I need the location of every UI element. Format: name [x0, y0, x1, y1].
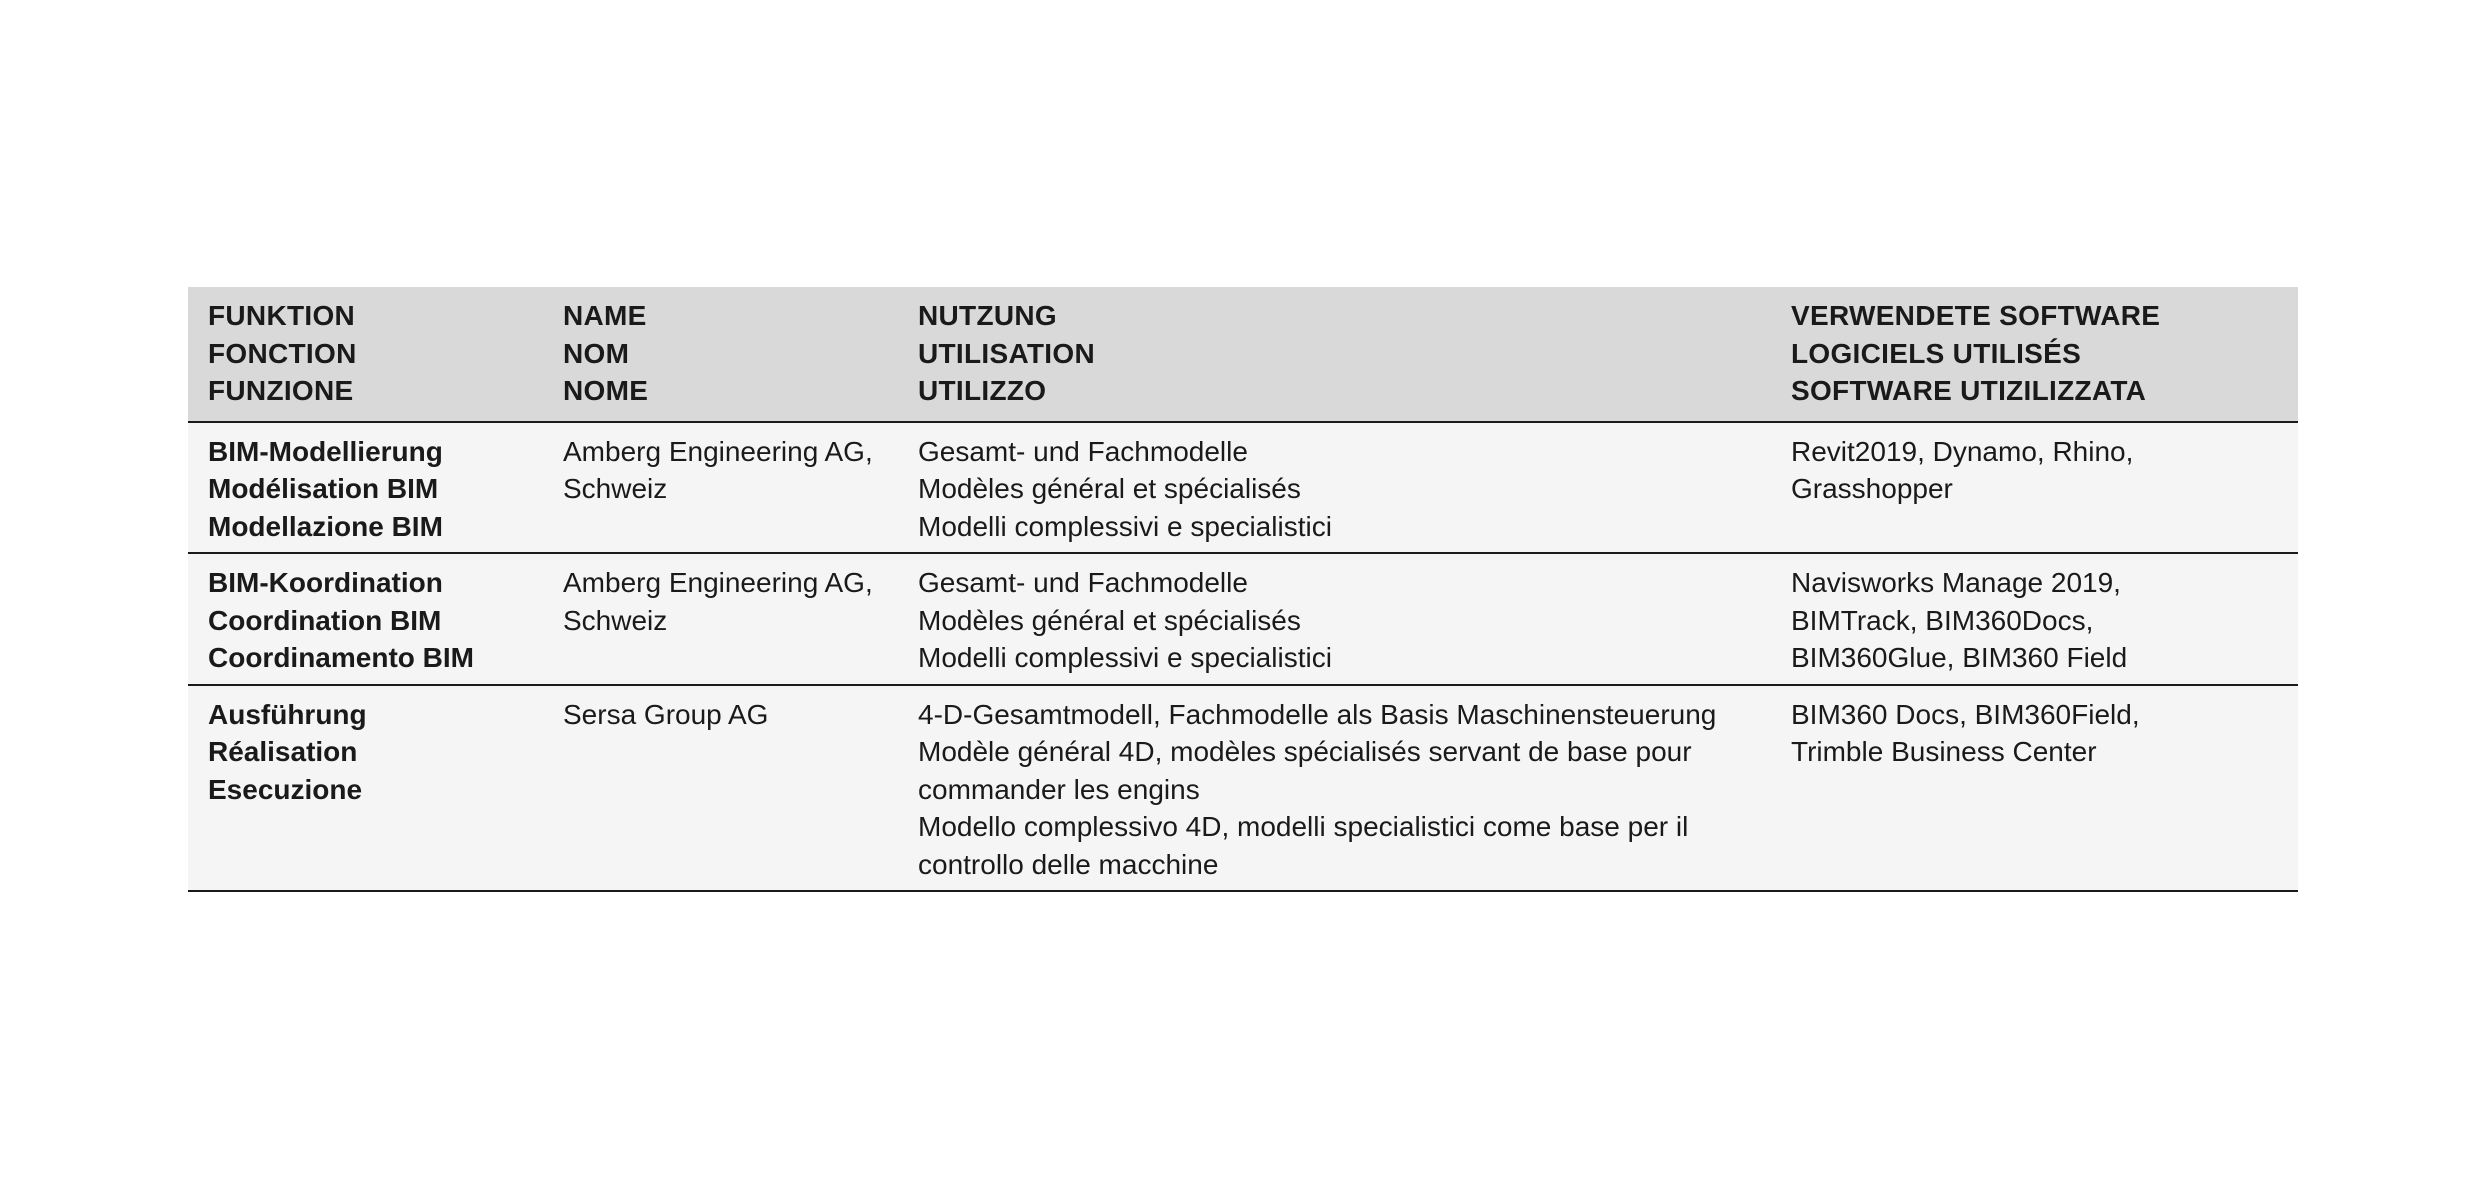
cell-text: Modelli complessivi e specialistici: [918, 642, 1332, 673]
cell-text: Modèles général et spécialisés: [918, 473, 1301, 504]
cell-text: Coordinamento BIM: [208, 642, 474, 673]
bim-roles-table: [188, 287, 2298, 892]
cell-text: Navisworks Manage 2019,: [1791, 567, 2121, 598]
header-name: [543, 287, 898, 422]
cell-usage: [898, 422, 1771, 554]
cell-text: Réalisation: [208, 736, 358, 767]
header-usage-de: NUTZUNG: [918, 300, 1057, 331]
cell-text: BIM360Glue, BIM360 Field: [1791, 642, 2128, 673]
cell-name: [543, 685, 898, 892]
cell-text: Coordination BIM: [208, 604, 442, 636]
cell-text: controllo delle macchine: [918, 848, 1219, 880]
cell-text: Revit2019, Dynamo, Rhino,: [1791, 435, 2134, 467]
header-function-fr: FONCTION: [208, 337, 357, 369]
cell-function: [188, 422, 543, 554]
table-row: [188, 553, 2298, 685]
cell-text: Amberg Engineering AG,: [563, 435, 873, 467]
table-header: [188, 287, 2298, 422]
header-name-fr: NOM: [563, 337, 630, 369]
cell-text: Gesamt- und Fachmodelle: [918, 435, 1248, 467]
cell-name: [543, 422, 898, 554]
header-function-de: FUNKTION: [208, 300, 356, 331]
cell-software: [1771, 685, 2298, 892]
cell-text: Grasshopper: [1791, 473, 1953, 504]
header-row: [188, 287, 2298, 422]
header-software-it: SOFTWARE UTIZILIZZATA: [1791, 375, 2147, 406]
header-software-fr: LOGICIELS UTILISÉS: [1791, 337, 2082, 369]
cell-name: [543, 553, 898, 685]
cell-text: Schweiz: [563, 473, 668, 504]
cell-text: Sersa Group AG: [563, 698, 769, 730]
cell-software: [1771, 422, 2298, 554]
cell-text: Modello complessivo 4D, modelli specialistici come base per il: [918, 811, 1689, 842]
header-name-it: NOME: [563, 375, 649, 406]
cell-text: Gesamt- und Fachmodelle: [918, 567, 1248, 598]
table-row: [188, 685, 2298, 892]
cell-function: [188, 553, 543, 685]
header-function-it: FUNZIONE: [208, 375, 354, 406]
cell-text: 4-D-Gesamtmodell, Fachmodelle als Basis Maschinensteuerung: [918, 698, 1717, 730]
cell-text: Amberg Engineering AG,: [563, 567, 873, 598]
cell-text: BIM360 Docs, BIM360Field,: [1791, 698, 2140, 730]
header-usage-it: UTILIZZO: [918, 375, 1047, 406]
cell-text: Modellazione BIM: [208, 510, 443, 542]
cell-text: Trimble Business Center: [1791, 736, 2097, 767]
cell-text: BIM-Modellierung: [208, 435, 443, 467]
header-name-de: NAME: [563, 300, 647, 331]
cell-text: Modelli complessivi e specialistici: [918, 510, 1332, 542]
header-software: [1771, 287, 2298, 422]
header-function: [188, 287, 543, 422]
cell-function: [188, 685, 543, 892]
cell-text: Esecuzione: [208, 773, 363, 805]
cell-text: commander les engins: [918, 773, 1200, 805]
cell-text: Modèle général 4D, modèles spécialisés servant de base pour: [918, 736, 1692, 767]
cell-software: [1771, 553, 2298, 685]
cell-text: Ausführung: [208, 698, 367, 730]
cell-usage: [898, 685, 1771, 892]
cell-text: Modèles général et spécialisés: [918, 604, 1301, 636]
cell-text: Schweiz: [563, 604, 668, 636]
cell-usage: [898, 553, 1771, 685]
cell-text: BIMTrack, BIM360Docs,: [1791, 604, 2094, 636]
bim-roles-table-container: [188, 287, 2298, 892]
table-row: [188, 422, 2298, 554]
cell-text: BIM-Koordination: [208, 567, 443, 598]
header-usage: [898, 287, 1771, 422]
header-software-de: VERWENDETE SOFTWARE: [1791, 300, 2161, 331]
cell-text: Modélisation BIM: [208, 473, 439, 504]
table-body: [188, 422, 2298, 892]
header-usage-fr: UTILISATION: [918, 337, 1095, 369]
